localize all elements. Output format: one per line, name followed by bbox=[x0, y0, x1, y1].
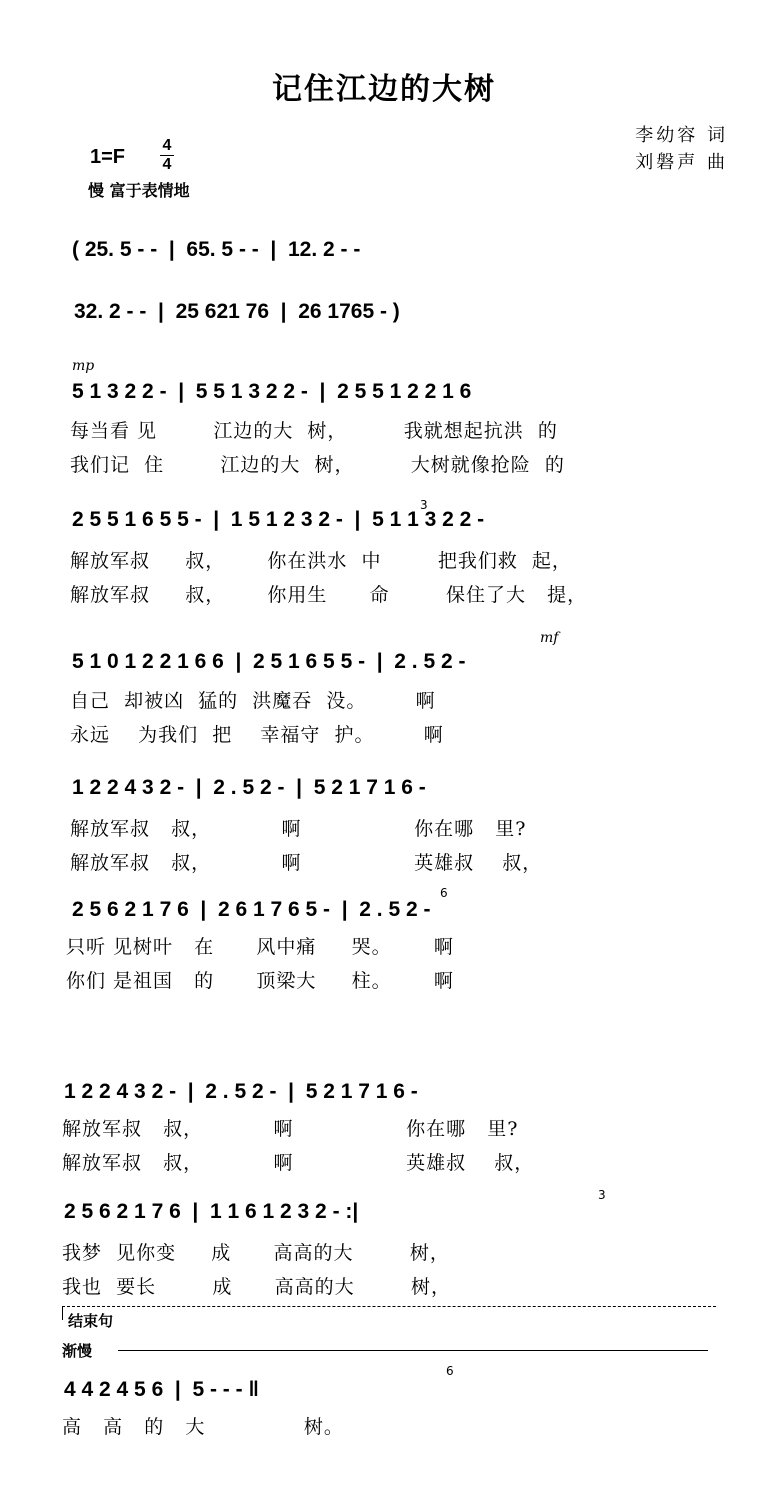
grace-mark: 3 bbox=[420, 498, 428, 512]
lyric-verse-2: 我们记 住 江边的大 树， 大树就像抢险 的 bbox=[70, 454, 565, 476]
score-row bbox=[0, 1364, 768, 1438]
song-title: 记住江边的大树 bbox=[272, 72, 496, 107]
notation-line: 1 2 2 4 3 2 - | 2 . 5 2 - | 5 2 1 7 1 6 - bbox=[72, 776, 426, 799]
dynamic-mp: mp bbox=[72, 358, 95, 374]
lyric-verse-2: 我也 要长 成 高高的大 树， bbox=[62, 1276, 451, 1298]
notation-line: 5 1 0 1 2 2 1 6 6 | 2 5 1 6 5 5 - | 2 . 5 2 - bbox=[72, 650, 466, 673]
score-row bbox=[0, 630, 768, 746]
tempo-marking: 慢 富于表情地 bbox=[88, 181, 190, 200]
score-row bbox=[0, 776, 768, 874]
lyric-verse-2: 解放军叔 叔， 你用生 命 保住了大 提， bbox=[70, 584, 588, 606]
grace-mark: 3 bbox=[598, 1188, 606, 1202]
ritardando-line bbox=[118, 1350, 708, 1351]
lyric-verse-1: 解放军叔 叔， 啊 你在哪 里? bbox=[70, 818, 527, 840]
lyric-verse-2: 解放军叔 叔， 啊 英雄叔 叔， bbox=[62, 1152, 535, 1174]
lyric-verse-2: 你们 是祖国 的 顶梁大 柱。 啊 bbox=[66, 970, 454, 992]
lyric-verse-1: 高 高 的 大 树。 bbox=[62, 1416, 344, 1438]
grace-mark: 6 bbox=[446, 1364, 454, 1378]
credits bbox=[635, 122, 728, 176]
ending-bracket-hook bbox=[62, 1306, 63, 1320]
time-signature bbox=[160, 138, 174, 173]
score-row bbox=[0, 498, 768, 606]
notation-line: 5 1 3 2 2 - | 5 5 1 3 2 2 - | 2 5 5 1 2 2 1 6 bbox=[72, 380, 472, 403]
notation-line: 2 5 6 2 1 7 6 | 1 1 6 1 2 3 2 - :| bbox=[64, 1200, 359, 1223]
score-row bbox=[0, 238, 768, 298]
composer: 刘磐声 曲 bbox=[635, 152, 728, 173]
lyric-verse-1: 我梦 见你变 成 高高的大 树， bbox=[62, 1242, 450, 1264]
ritardando-label: 渐慢 bbox=[62, 1342, 93, 1360]
grace-mark: 6 bbox=[440, 886, 448, 900]
lyric-verse-2: 永远 为我们 把 幸福守 护。 啊 bbox=[70, 724, 444, 746]
key-signature: 1=F bbox=[90, 146, 126, 168]
score-row bbox=[0, 1080, 768, 1174]
lyric-verse-2: 解放军叔 叔， 啊 英雄叔 叔， bbox=[70, 852, 543, 874]
score-row bbox=[0, 300, 768, 360]
time-top: 4 bbox=[162, 137, 172, 154]
lyric-verse-1: 自己 却被凶 猛的 洪魔吞 没。 啊 bbox=[70, 690, 436, 712]
score-row bbox=[0, 886, 768, 992]
lyric-verse-1: 解放军叔 叔， 你在洪水 中 把我们救 起， bbox=[70, 550, 572, 572]
score-row bbox=[0, 1188, 768, 1298]
notation-line: 32. 2 - - | 25 621 76 | 26 1765 - ) bbox=[74, 300, 400, 323]
lyric-verse-1: 解放军叔 叔， 啊 你在哪 里? bbox=[62, 1118, 519, 1140]
ending-label: 结束句 bbox=[68, 1312, 114, 1330]
notation-line: 4 4 2 4 5 6 | 5 - - - ‖ bbox=[64, 1378, 259, 1401]
lyric-verse-1: 只听 见树叶 在 风中痛 哭。 啊 bbox=[66, 936, 454, 958]
notation-line: 1 2 2 4 3 2 - | 2 . 5 2 - | 5 2 1 7 1 6 - bbox=[64, 1080, 418, 1103]
dynamic-mf: mf bbox=[540, 630, 559, 646]
lyric-verse-1: 每当看 见 江边的大 树， 我就想起抗洪 的 bbox=[70, 420, 558, 442]
notation-line: ( 25. 5 - - | 65. 5 - - | 12. 2 - - bbox=[72, 238, 361, 261]
notation-line: 2 5 5 1 6 5 5 - | 1 5 1 2 3 2 - | 5 1 1 3 2 2 - bbox=[72, 508, 485, 531]
score-row bbox=[0, 358, 768, 476]
time-bottom: 4 bbox=[162, 156, 172, 173]
ending-bracket bbox=[62, 1306, 716, 1307]
lyricist: 李幼容 词 bbox=[635, 125, 728, 146]
notation-line: 2 5 6 2 1 7 6 | 2 6 1 7 6 5 - | 2 . 5 2 - bbox=[72, 898, 431, 921]
